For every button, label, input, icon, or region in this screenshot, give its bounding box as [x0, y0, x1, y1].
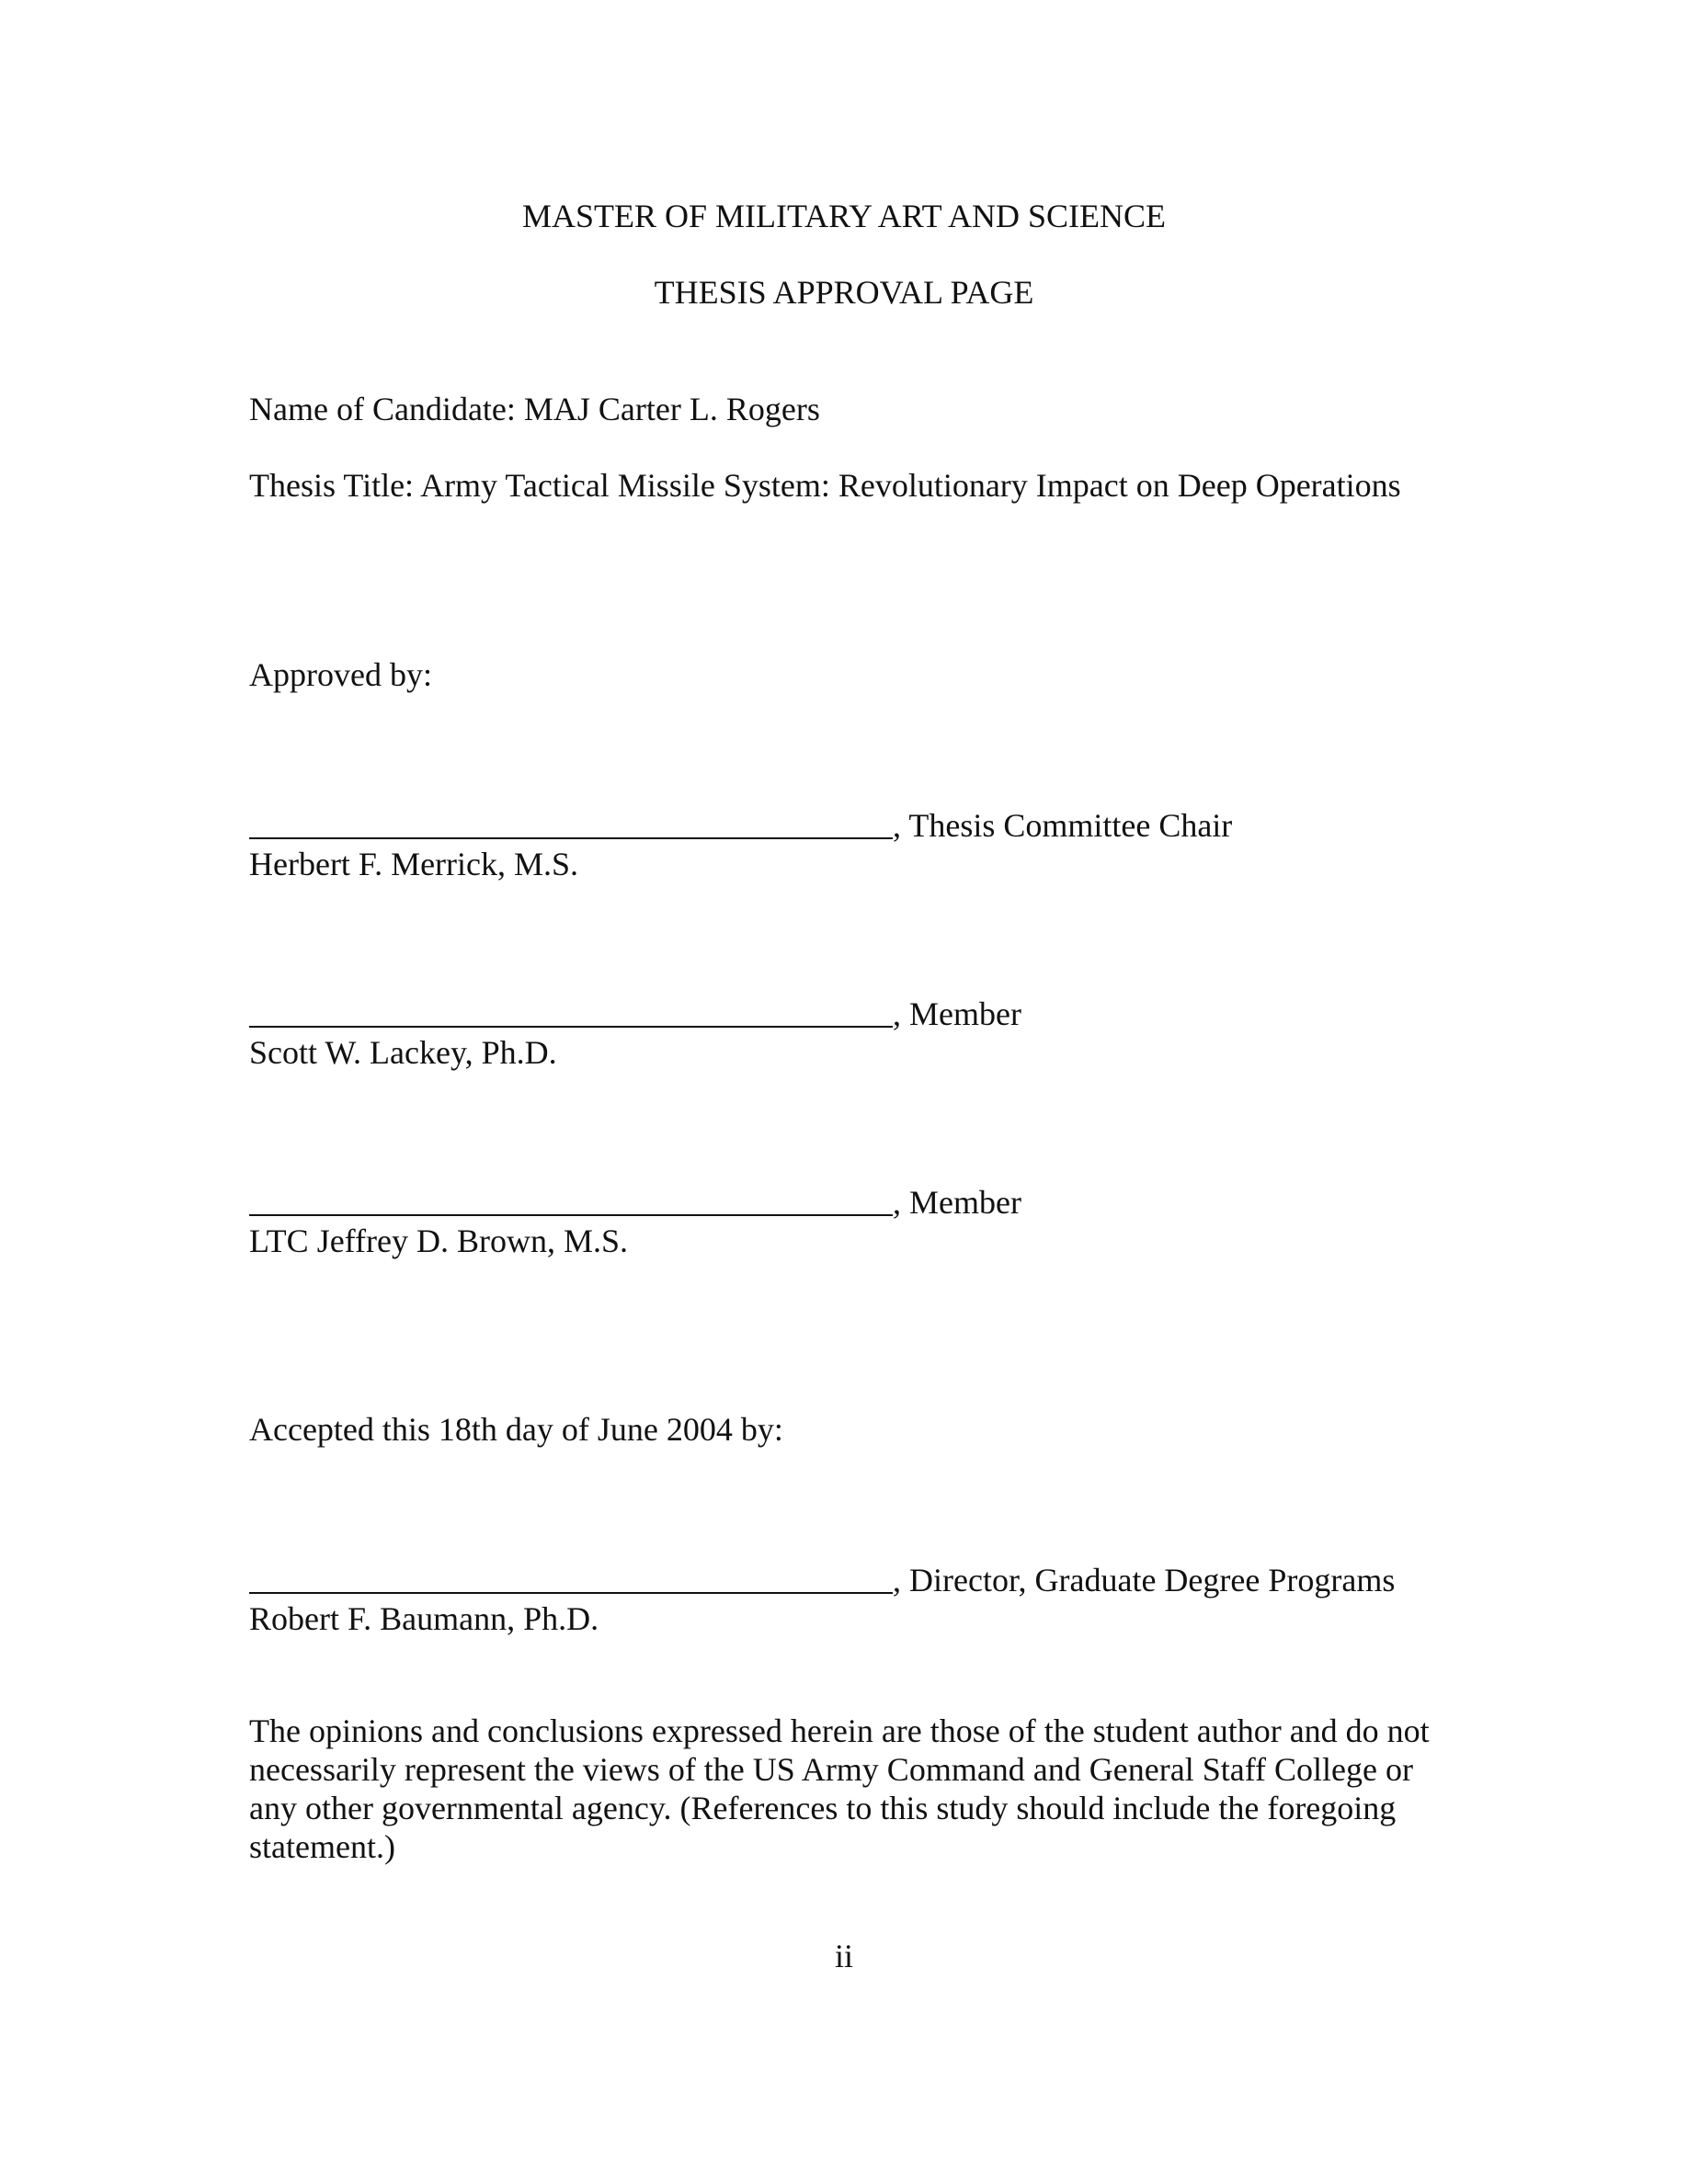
signature-role: , Director, Graduate Degree Programs [893, 1562, 1396, 1598]
signature-line-chair [249, 806, 1232, 845]
signatory-name: Herbert F. Merrick, M.S. [249, 846, 579, 882]
disclaimer-line: any other governmental agency. (References to this study should include the foregoing [249, 1790, 1397, 1826]
disclaimer-line: The opinions and conclusions expressed herein are those of the student author and do not [249, 1712, 1430, 1749]
signature-rule [249, 837, 893, 839]
signature-role: , Thesis Committee Chair [893, 807, 1233, 844]
signature-line-member-1 [249, 995, 1021, 1033]
acceptance-statement: Accepted this 18th day of June 2004 by: [249, 1411, 783, 1448]
signatory-name: LTC Jeffrey D. Brown, M.S. [249, 1223, 628, 1259]
signature-rule [249, 1214, 893, 1216]
candidate-name: Name of Candidate: MAJ Carter L. Rogers [249, 391, 820, 427]
document-subtitle: THESIS APPROVAL PAGE [654, 274, 1034, 311]
signature-rule [249, 1592, 893, 1594]
director-name: Robert F. Baumann, Ph.D. [249, 1600, 599, 1637]
approved-by-label: Approved by: [249, 656, 432, 693]
signatory-name: Scott W. Lackey, Ph.D. [249, 1034, 557, 1071]
disclaimer-line: statement.) [249, 1828, 395, 1865]
signature-rule [249, 1026, 893, 1028]
signature-role: , Member [893, 995, 1021, 1032]
signature-line-director [249, 1561, 1395, 1599]
signature-role: , Member [893, 1184, 1021, 1221]
signature-line-member-2 [249, 1183, 1021, 1222]
document-title: MASTER OF MILITARY ART AND SCIENCE [521, 198, 1167, 234]
disclaimer-line: necessarily represent the views of the US Army Command and General Staff College or [249, 1751, 1413, 1788]
disclaimer-paragraph [249, 1712, 1444, 1866]
thesis-title: Thesis Title: Army Tactical Missile System: Revolutionary Impact on Deep Operations [249, 467, 1401, 504]
page-number: ii [834, 1938, 853, 1974]
